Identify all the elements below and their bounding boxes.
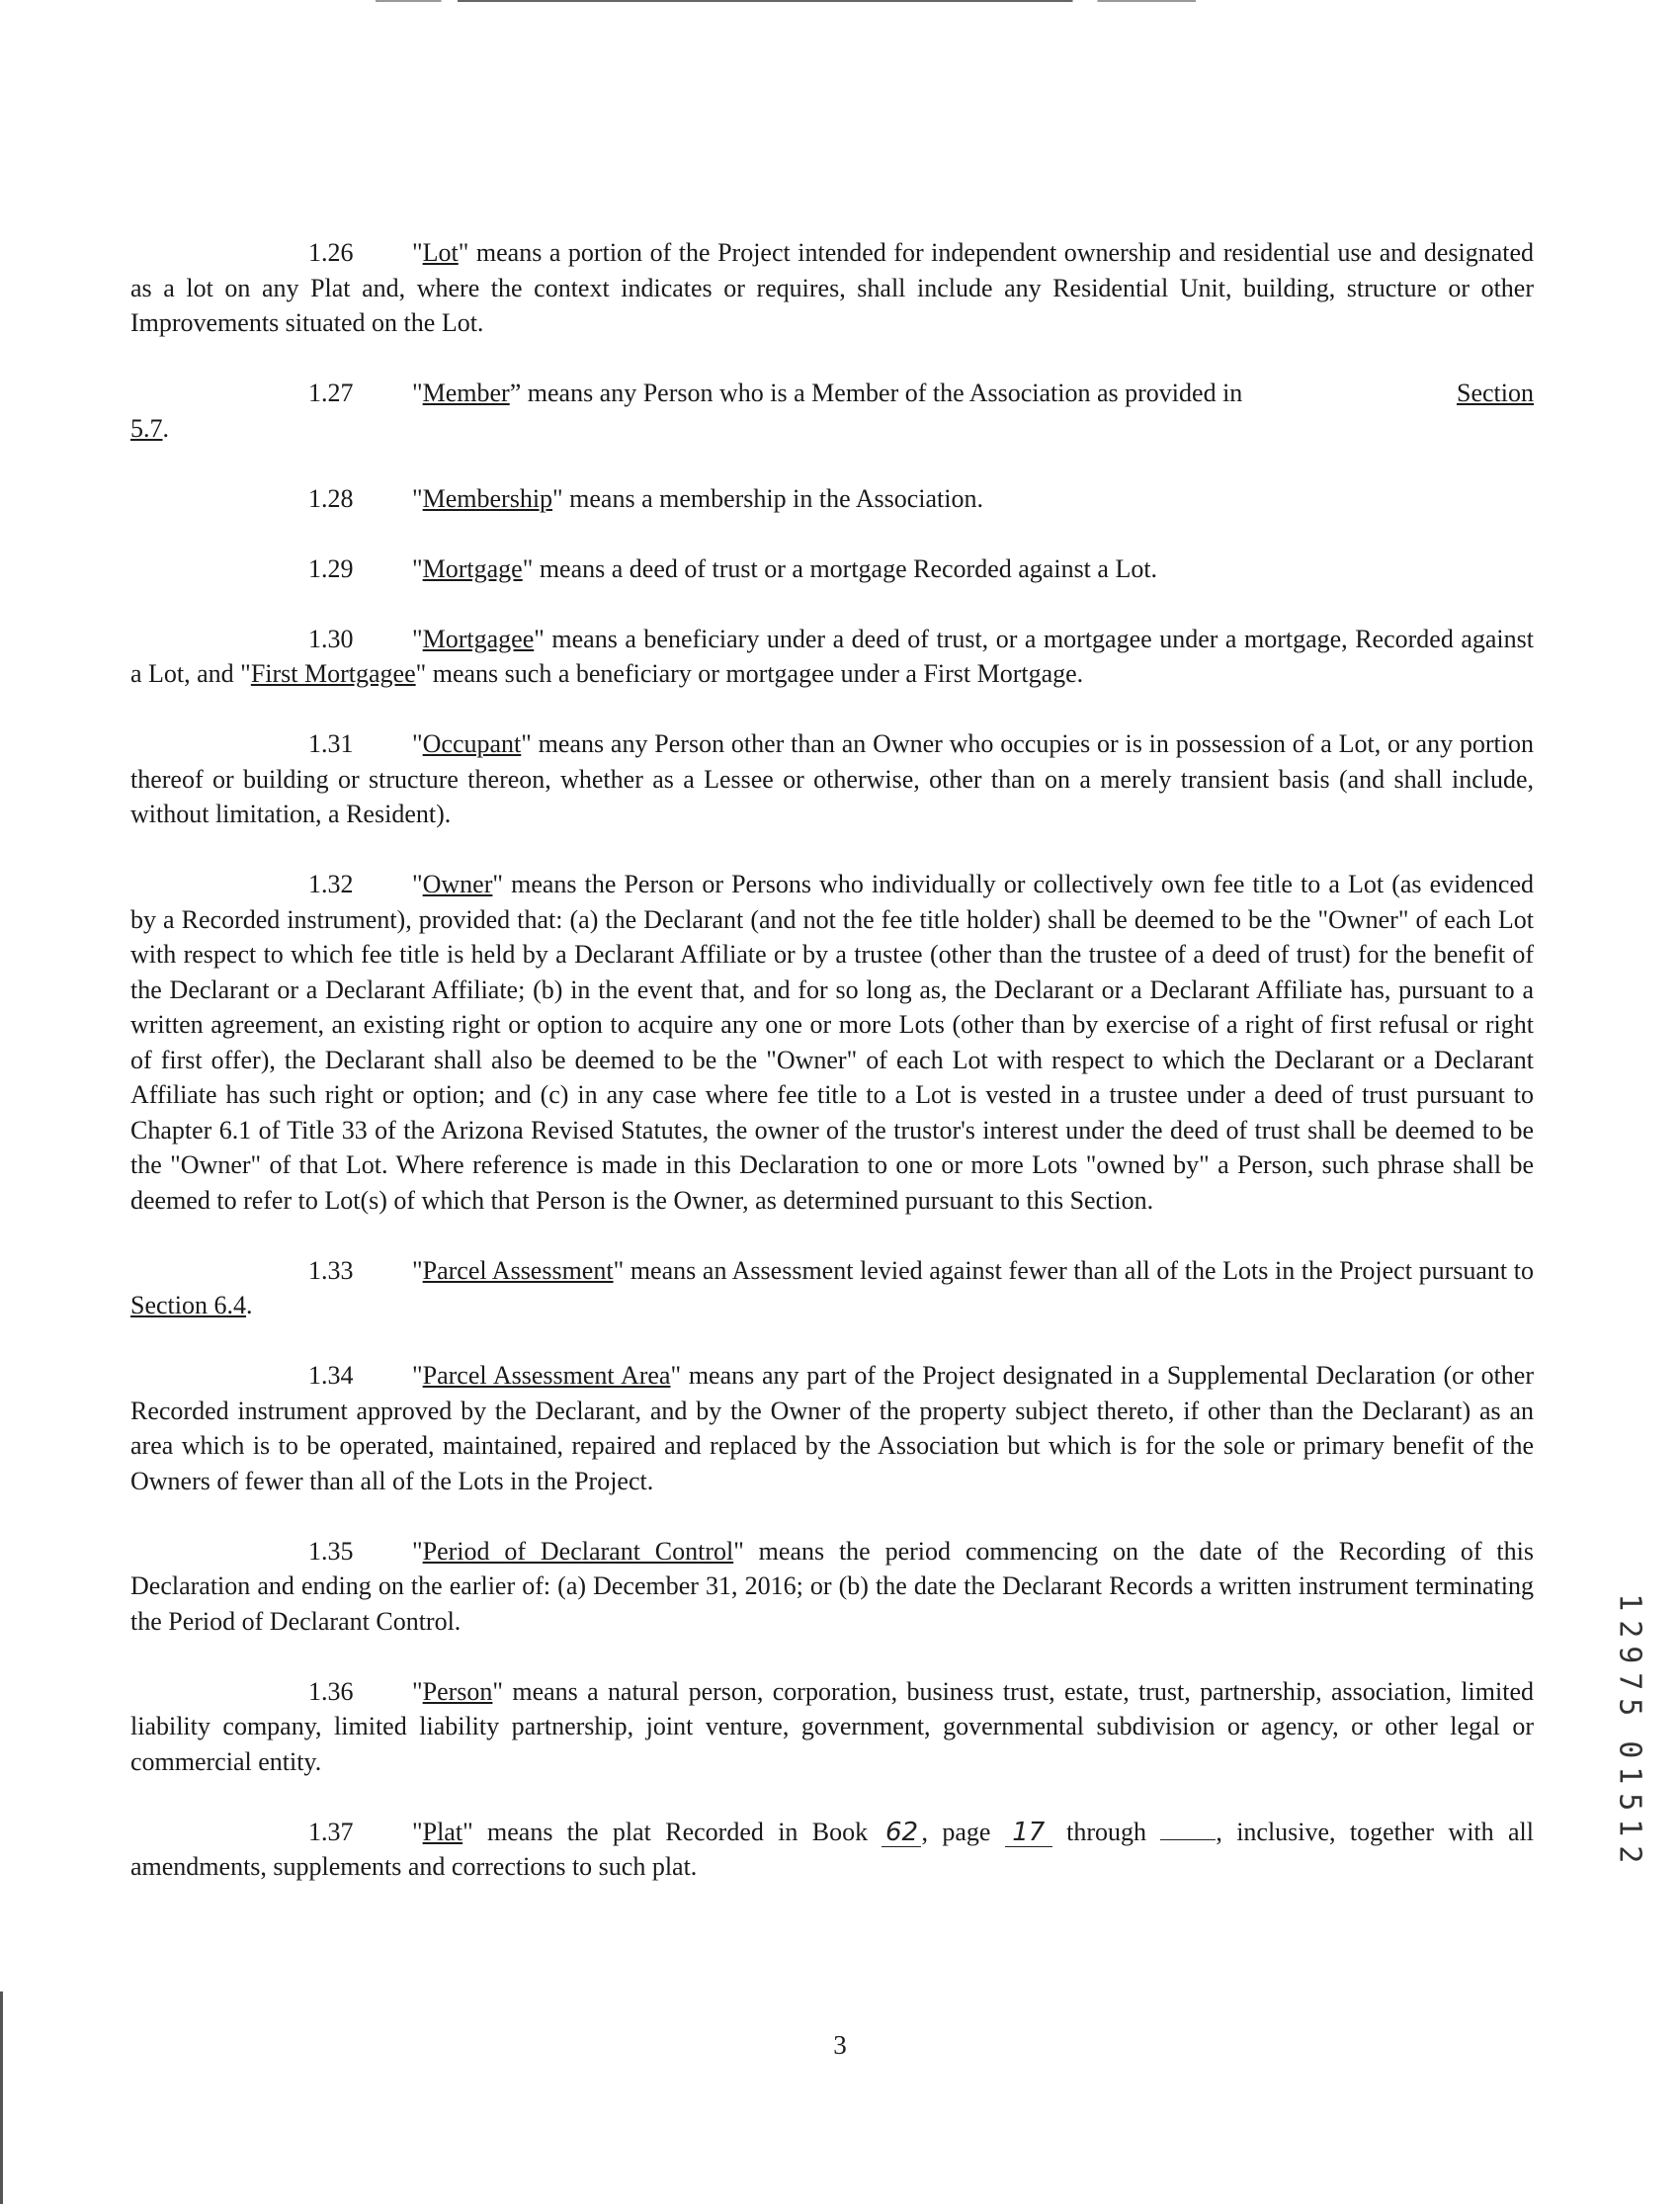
section-reference: Section [1457, 379, 1534, 407]
stamp-digit: 9 [1612, 1646, 1647, 1664]
stamp-digit: 0 [1612, 1739, 1647, 1758]
section-number: 1.27 [308, 379, 354, 407]
defined-term: Member [422, 379, 510, 407]
definition-1-26: 1.26 "Lot" means a portion of the Project intended for independent ownership and residential use and designated as a lot on any Plat and, where the context indicates or requires, shall include any Residential Unit, building, structure or other Improvements situated on the Lot. [130, 235, 1534, 341]
definition-1-34: 1.34 "Parcel Assessment Area" means any part of the Project designated in a Supplemental Declaration (or other Recorded instrument approved by the Declarant, and by the Owner of the property subject thereto, if other than the Declarant) as an area which is to be operated, maintained, repaired and replaced by the Association but which is for the sole or primary benefit of the Owners of fewer than all of the Lots in the Project. [130, 1358, 1534, 1498]
defined-term: Membership [422, 483, 553, 513]
stamp-digit: 1 [1612, 1593, 1647, 1612]
defined-term: Period of Declarant Control [422, 1536, 734, 1566]
section-number: 1.37 [308, 1817, 354, 1846]
defined-term: Mortgage [422, 553, 523, 583]
section-number: 1.28 [308, 483, 354, 513]
section-number: 1.34 [308, 1361, 354, 1390]
definition-1-37: 1.37 "Plat" means the plat Recorded in Book 62 , page 17 through , inclusive, together with all amendments, supplements and corrections to such plat. [130, 1815, 1534, 1885]
blank-line [1160, 1818, 1216, 1840]
stamp-digit: 1 [1612, 1766, 1647, 1785]
definition-1-29: 1.29 "Mortgage" means a deed of trust or a mortgage Recorded against a Lot. [130, 551, 1534, 587]
defined-term: Parcel Assessment [422, 1255, 614, 1285]
section-number: 1.36 [308, 1676, 354, 1706]
defined-term: Person [422, 1676, 493, 1706]
section-number: 1.31 [308, 729, 354, 758]
recording-number-stamp [1599, 1589, 1658, 1867]
page-number: 3 [833, 2030, 847, 2060]
stamp-digit: 5 [1612, 1792, 1647, 1811]
defined-term: Plat [422, 1817, 463, 1846]
section-reference: Section 6.4 [130, 1291, 246, 1319]
definition-1-28: 1.28 "Membership" means a membership in the Association. [130, 481, 1534, 517]
defined-term: First Mortgagee [250, 659, 416, 688]
section-number: 1.35 [308, 1536, 354, 1566]
definition-1-30: 1.30 "Mortgagee" means a beneficiary under a deed of trust, or a mortgagee under a mortgage, Recorded against a Lot, and "First Mortgagee" means such a beneficiary or mortgagee under a First Mortgage. [130, 622, 1534, 692]
scan-header-line [376, 0, 1196, 2]
section-number: 1.26 [308, 238, 354, 267]
definition-1-36: 1.36 "Person" means a natural person, corporation, business trust, estate, trust, partnership, association, limited liability company, limited liability partnership, joint venture, government, governmental subdivision or agency, or other legal or commercial entity. [130, 1674, 1534, 1780]
definition-1-31: 1.31 "Occupant" means any Person other than an Owner who occupies or is in possession of a Lot, or any portion thereof or building or structure thereon, whether as a Lessee or otherwise, other than on a merely transient basis (and shall include, without limitation, a Resident). [130, 726, 1534, 832]
section-number: 1.33 [308, 1255, 354, 1285]
stamp-digit: 2 [1612, 1844, 1647, 1863]
defined-term: Lot [422, 238, 459, 267]
section-reference: 5.7 [130, 413, 163, 443]
defined-term: Parcel Assessment Area [422, 1361, 671, 1390]
definition-1-32: 1.32 "Owner" means the Person or Persons who individually or collectively own fee title to a Lot (as evidenced by a Recorded instrument), provided that: (a) the Declarant (and not the fee title holder) shall be deemed to be the "Owner" of each Lot with respect to which fee title is held by a Declarant Affiliate or by a trustee (other than the trustee of a deed of trust) for the benefit of the Declarant or a Declarant Affiliate; (b) in the event that, and for so long as, the Declarant or a Declarant Affiliate has, pursuant to a written agreement, an existing right or option to acquire any one or more Lots (other than by exercise of a right of first refusal or right of first offer), the Declarant shall also be deemed to be the "Owner" of each Lot with respect to which the Declarant or a Declarant Affiliate has such right or option; and (c) in any case where fee title to a Lot is vested in a trustee under a deed of trust pursuant to Chapter 6.1 of Title 33 of the Arizona Revised Statutes, the owner of the trustor's interest under the deed of trust shall be deemed to be the "Owner" of that Lot. Where reference is made in this Declaration to one or more Lots "owned by" a Person, such phrase shall be deemed to refer to Lot(s) of which that Person is the Owner, as determined pursuant to this Section. [130, 867, 1534, 1218]
handwritten-book-number: 62 [882, 1819, 921, 1847]
definition-1-35: 1.35 "Period of Declarant Control" means the period commencing on the date of the Recording of this Declaration and ending on the earlier of: (a) December 31, 2016; or (b) the date the Declarant Records a written instrument terminating the Period of Declarant Control. [130, 1534, 1534, 1640]
stamp-digit: 1 [1612, 1819, 1647, 1837]
defined-term: Owner [422, 870, 493, 898]
section-number: 1.32 [308, 870, 354, 898]
handwritten-page-number: 17 [1005, 1819, 1052, 1847]
stamp-digit: 5 [1612, 1698, 1647, 1717]
defined-term: Mortgagee [422, 624, 535, 653]
stamp-digit: 2 [1612, 1619, 1647, 1638]
defined-term: Occupant [422, 729, 522, 758]
scan-edge-line [0, 1992, 3, 2204]
section-number: 1.30 [308, 624, 354, 653]
definition-1-27: 1.27 "Member” means any Person who is a Member of the Association as provided in Section 5.7. [130, 376, 1534, 446]
document-body [130, 235, 1534, 1919]
section-number: 1.29 [308, 553, 354, 583]
stamp-digit: 7 [1612, 1671, 1647, 1690]
definition-1-33: 1.33 "Parcel Assessment" means an Assessment levied against fewer than all of the Lots in the Project pursuant to Section 6.4. [130, 1253, 1534, 1323]
